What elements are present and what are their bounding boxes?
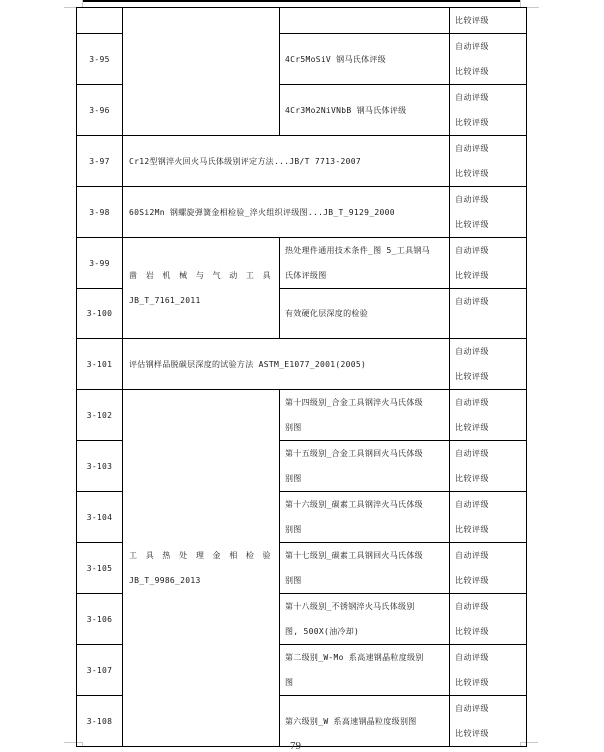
- standard-cell: Cr12型钢淬火回火马氏体级别评定方法...JB/T 7713-2007: [123, 136, 450, 187]
- item-line: 别图: [285, 423, 302, 432]
- crop-mark-top-right-v: [520, 0, 521, 7]
- item-line: 第十七级别_碳素工具钢回火马氏体级: [285, 551, 423, 560]
- row-id: 3-96: [77, 85, 123, 136]
- title-char: 凿: [129, 271, 138, 280]
- title-char: 气: [212, 271, 221, 280]
- eval-compare: 比较评级: [455, 118, 489, 127]
- title-char: 检: [245, 551, 255, 560]
- page-header-rule: [82, 0, 520, 2]
- title-char: 岩: [145, 271, 155, 280]
- item-line: 别图: [285, 525, 302, 534]
- row-id: 3-106: [77, 594, 123, 645]
- eval-auto: 自动评级: [455, 602, 489, 611]
- eval-cell: [450, 543, 527, 594]
- title-char: 动: [229, 271, 238, 280]
- table-row: [77, 187, 527, 238]
- eval-compare: 比较评级: [455, 169, 489, 178]
- title-char: 相: [229, 551, 238, 560]
- item-cell: 有效硬化层深度的检验: [280, 289, 450, 339]
- item-cell: 4Cr3Mo2NiVNbB 钢马氏体评级: [280, 85, 450, 136]
- eval-compare: 比较评级: [455, 678, 489, 687]
- item-cell: [280, 238, 450, 289]
- title-char: 金: [212, 551, 221, 560]
- item-cell: 4Cr5MoSiV 钢马氏体评级: [280, 34, 450, 85]
- eval-cell: [450, 34, 527, 85]
- standard-title: [129, 543, 275, 568]
- eval-cell: [450, 289, 527, 339]
- eval-cell: [450, 339, 527, 390]
- eval-compare: 比较评级: [455, 423, 489, 432]
- row-id: 3-103: [77, 441, 123, 492]
- item-cell: [280, 543, 450, 594]
- title-char: 工: [129, 551, 138, 560]
- title-char: 机: [162, 271, 171, 280]
- eval-cell: [450, 8, 527, 34]
- item-cell: 第六级别_W 系高速钢晶粒度级别图: [280, 696, 450, 747]
- grading-spec-table: [76, 7, 527, 747]
- eval-auto: 自动评级: [455, 704, 489, 713]
- row-id: 3-101: [77, 339, 123, 390]
- item-line: 图, 500X(油冷却): [285, 627, 360, 636]
- eval-auto: 自动评级: [455, 144, 489, 153]
- item-line: 第十五级别_合金工具钢回火马氏体级: [285, 449, 423, 458]
- page-number: 79: [290, 740, 301, 752]
- standard-cell-continued: [123, 8, 280, 136]
- title-char: 处: [179, 551, 188, 560]
- row-id: 3-100: [77, 289, 123, 339]
- row-id: 3-105: [77, 543, 123, 594]
- item-line: 氏体评级图: [285, 271, 327, 280]
- table-row: [77, 339, 527, 390]
- table-row: [77, 8, 527, 34]
- eval-auto: 自动评级: [455, 347, 489, 356]
- eval-auto: 自动评级: [455, 297, 489, 306]
- row-id: 3-104: [77, 492, 123, 543]
- item-line: 热处理件通用技术条件_图 5_工具钢马: [285, 246, 430, 255]
- eval-cell: [450, 136, 527, 187]
- eval-cell: [450, 441, 527, 492]
- item-line: 别图: [285, 576, 302, 585]
- table-row: [77, 238, 527, 289]
- item-line: 图: [285, 678, 294, 687]
- standard-code: JB_T_9986_2013: [129, 576, 201, 585]
- title-char: 热: [162, 551, 171, 560]
- row-id: 3-97: [77, 136, 123, 187]
- item-line: 别图: [285, 474, 302, 483]
- eval-cell: [450, 238, 527, 289]
- eval-auto: 自动评级: [455, 653, 489, 662]
- row-id: 3-107: [77, 645, 123, 696]
- eval-auto: 自动评级: [455, 551, 489, 560]
- item-line: 第十六级别_碳素工具钢淬火马氏体级: [285, 500, 423, 509]
- item-line: 第二级别_W-Mo 系高速钢晶粒度级别: [285, 653, 424, 662]
- standard-cell: 评估钢样品脱碳层深度的试验方法 ASTM_E1077_2001(2005): [123, 339, 450, 390]
- item-cell: [280, 492, 450, 543]
- eval-auto: 自动评级: [455, 42, 489, 51]
- title-char: 验: [262, 551, 271, 560]
- eval-compare: 比较评级: [455, 220, 489, 229]
- row-id: 3-98: [77, 187, 123, 238]
- table-row: [77, 136, 527, 187]
- eval-cell: [450, 696, 527, 747]
- eval-cell: [450, 187, 527, 238]
- eval-auto: 自动评级: [455, 246, 489, 255]
- standard-cell-rock-drill: [123, 238, 280, 339]
- standard-title: [129, 263, 275, 288]
- eval-compare: 比较评级: [455, 271, 489, 280]
- crop-mark-top-left-v: [82, 0, 83, 7]
- eval-cell: [450, 492, 527, 543]
- standard-cell: 60Si2Mn 钢螺旋弹簧金相检验_淬火组织评级图...JB_T_9129_2000: [123, 187, 450, 238]
- eval-cell: [450, 594, 527, 645]
- eval-auto: 自动评级: [455, 500, 489, 509]
- title-char: 与: [195, 271, 205, 280]
- eval-compare: 比较评级: [455, 67, 489, 76]
- standard-cell-tool-heat-treat: [123, 390, 280, 747]
- eval-auto: 自动评级: [455, 93, 489, 102]
- eval-compare: 比较评级: [455, 576, 489, 585]
- eval-compare: 比较评级: [455, 627, 489, 636]
- eval-cell: [450, 390, 527, 441]
- title-char: 械: [179, 271, 188, 280]
- row-id: 3-99: [77, 238, 123, 289]
- item-line: 第十八级别_不锈钢淬火马氏体级别: [285, 602, 415, 611]
- row-id: 3-102: [77, 390, 123, 441]
- eval-compare: 比较评级: [455, 372, 489, 381]
- eval-compare: 比较评级: [455, 729, 489, 738]
- row-id: 3-108: [77, 696, 123, 747]
- title-char: 理: [195, 551, 205, 560]
- eval-compare: 比较评级: [455, 525, 489, 534]
- eval-auto: 自动评级: [455, 398, 489, 407]
- title-char: 具: [145, 551, 155, 560]
- row-id: [77, 8, 123, 34]
- standard-code: JB_T_7161_2011: [129, 296, 201, 305]
- item-cell: [280, 645, 450, 696]
- row-id: 3-95: [77, 34, 123, 85]
- eval-auto: 自动评级: [455, 195, 489, 204]
- eval-cell: [450, 85, 527, 136]
- title-char: 工: [245, 271, 255, 280]
- item-cell: [280, 390, 450, 441]
- item-line: 第十四级别_合金工具钢淬火马氏体级: [285, 398, 423, 407]
- title-char: 具: [262, 271, 271, 280]
- eval-auto: 自动评级: [455, 449, 489, 458]
- item-cell: [280, 441, 450, 492]
- item-cell: [280, 594, 450, 645]
- table-row: [77, 390, 527, 441]
- item-cell: [280, 8, 450, 34]
- eval-compare: 比较评级: [455, 474, 489, 483]
- eval-cell: [450, 645, 527, 696]
- eval-compare: 比较评级: [455, 16, 489, 25]
